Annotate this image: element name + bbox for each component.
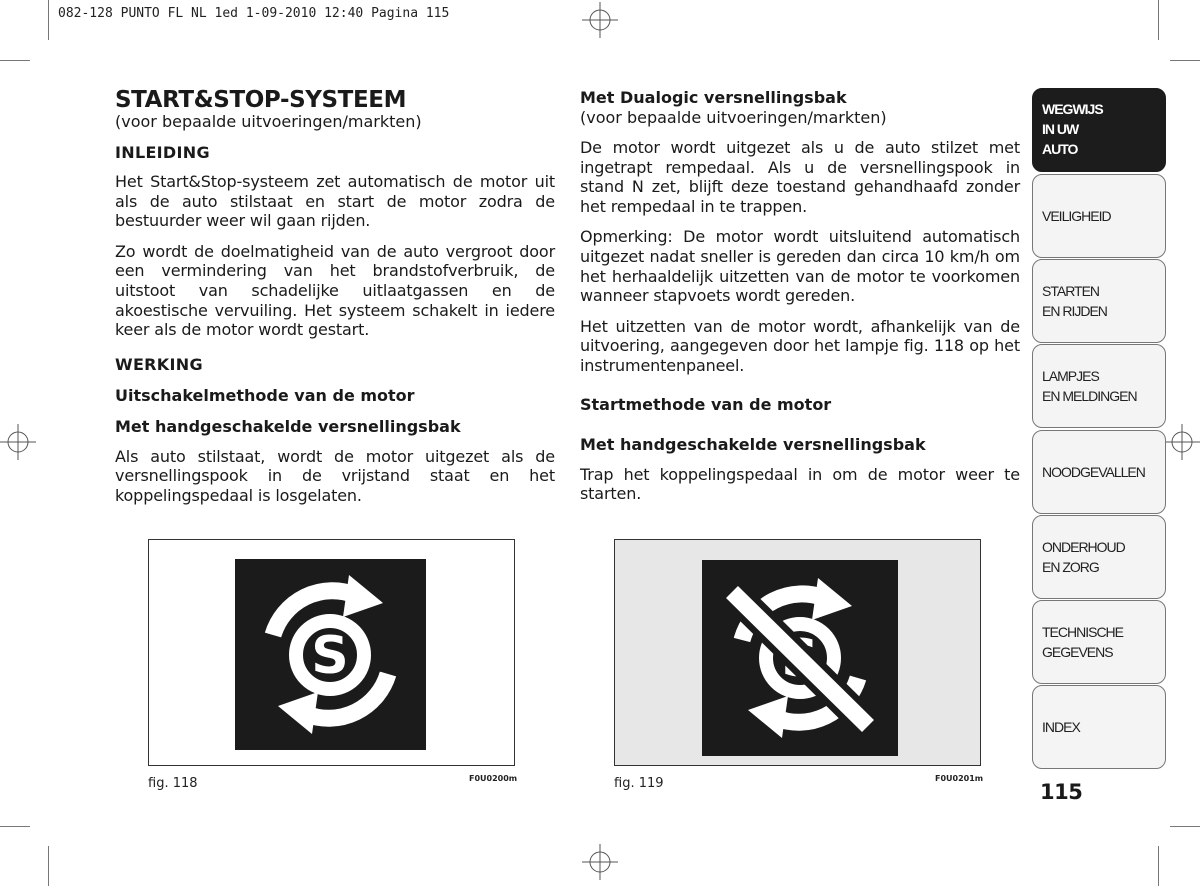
figure-code: F0U0200m: [469, 774, 518, 783]
start-stop-s-crossed-icon: [702, 560, 898, 756]
figure-119: [614, 539, 981, 766]
figure-code: F0U0201m: [935, 774, 984, 783]
paragraph: Als auto stilstaat, wordt de motor uitgezet als de versnellingspook in de vrijstand staat en het koppelingspedaal is losgelaten.: [115, 446, 555, 505]
section-subtitle: (voor bepaalde uitvoeringen/markten): [115, 112, 422, 131]
tab-label: LAMPJES EN MELDINGEN: [1042, 368, 1137, 404]
paragraph: Opmerking: De motor wordt uitsluitend automatisch uitgezet nadat sneller is gereden dan circa 10 km/h om het herhaaldelijk uitzetten van de motor te voorkomen wanneer stapvoets wordt gereden.: [580, 227, 1020, 306]
heading-inleiding: INLEIDING: [115, 143, 210, 162]
tab-noodgevallen[interactable]: [1032, 430, 1166, 514]
tab-label: NOODGEVALLEN: [1042, 464, 1145, 480]
heading-werking: WERKING: [115, 354, 203, 374]
crop-mark: [1170, 60, 1200, 61]
paragraph: Het uitzetten van de motor wordt, afhankelijk van de uitvoering, aangegeven door het lampje fig. 118 op het instrumentenpaneel.: [580, 316, 1020, 375]
figure-caption: fig. 118: [148, 776, 198, 791]
page-number: 115: [1040, 780, 1083, 804]
tab-label: VEILIGHEID: [1042, 208, 1111, 224]
tab-lampjes[interactable]: [1032, 344, 1166, 428]
tab-index[interactable]: [1032, 685, 1166, 769]
tab-technische[interactable]: [1032, 600, 1166, 684]
crop-mark: [48, 0, 49, 40]
start-stop-s-icon: [235, 559, 426, 750]
tab-label: STARTEN EN RIJDEN: [1042, 283, 1107, 319]
heading-handgeschakeld: Met handgeschakelde versnellingsbak: [115, 416, 461, 436]
figure-caption: fig. 119: [614, 776, 664, 791]
crop-mark: [0, 60, 30, 61]
crop-mark: [1158, 846, 1159, 886]
section-title: START&STOP-SYSTEEM: [115, 87, 407, 113]
registration-mark-icon: [582, 844, 618, 880]
tab-veiligheid[interactable]: [1032, 174, 1166, 258]
heading-startmethode: Startmethode van de motor: [580, 394, 832, 414]
left-column: [115, 88, 555, 506]
heading-dualogic: Met Dualogic versnellingsbak: [580, 88, 847, 107]
subtitle-dualogic: (voor bepaalde uitvoeringen/markten): [580, 108, 887, 127]
crop-mark: [1170, 826, 1200, 827]
paragraph: Trap het koppelingspedaal in om de motor weer te starten.: [580, 464, 1020, 504]
print-header: 082-128 PUNTO FL NL 1ed 1-09-2010 12:40 Pagina 115: [58, 6, 450, 21]
tab-label: ONDERHOUD EN ZORG: [1042, 539, 1125, 575]
paragraph: De motor wordt uitgezet als u de auto stilzet met ingetrapt rempedaal. Als u de versnellingspook in stand N zet, blijft deze toestand gehandhaafd zonder het rempedaal in te trappen.: [580, 138, 1020, 216]
right-column: [580, 88, 1020, 504]
registration-mark-icon: [582, 2, 618, 38]
figure-118: [148, 539, 515, 766]
tab-label: WEGWIJS IN UW AUTO: [1042, 101, 1103, 157]
tab-starten[interactable]: [1032, 259, 1166, 343]
registration-mark-icon: [1164, 424, 1200, 460]
heading-uitschakelmethode: Uitschakelmethode van de motor: [115, 385, 415, 405]
crop-mark: [0, 826, 30, 827]
tab-label: TECHNISCHE GEGEVENS: [1042, 624, 1124, 660]
svg-text:S: S: [311, 626, 349, 686]
paragraph: Het Start&Stop-systeem zet automatisch de motor uit als de auto stilstaat en start de motor zodra de bestuurder weer wil gaan rijden.: [115, 172, 555, 231]
tab-wegwijs[interactable]: [1032, 88, 1166, 172]
heading-handgeschakeld: Met handgeschakelde versnellingsbak: [580, 434, 926, 454]
crop-mark: [48, 846, 49, 886]
tab-onderhoud[interactable]: [1032, 515, 1166, 599]
tab-label: INDEX: [1042, 719, 1080, 735]
crop-mark: [1158, 0, 1159, 40]
registration-mark-icon: [0, 424, 36, 460]
paragraph: Zo wordt de doelmatigheid van de auto vergroot door een vermindering van het brandstofverbruik, de uitstoot van schadelijke uitlaatgassen en de akoestische vervuiling. Het systeem schakelt in iedere keer als de motor wordt gestart.: [115, 241, 555, 340]
